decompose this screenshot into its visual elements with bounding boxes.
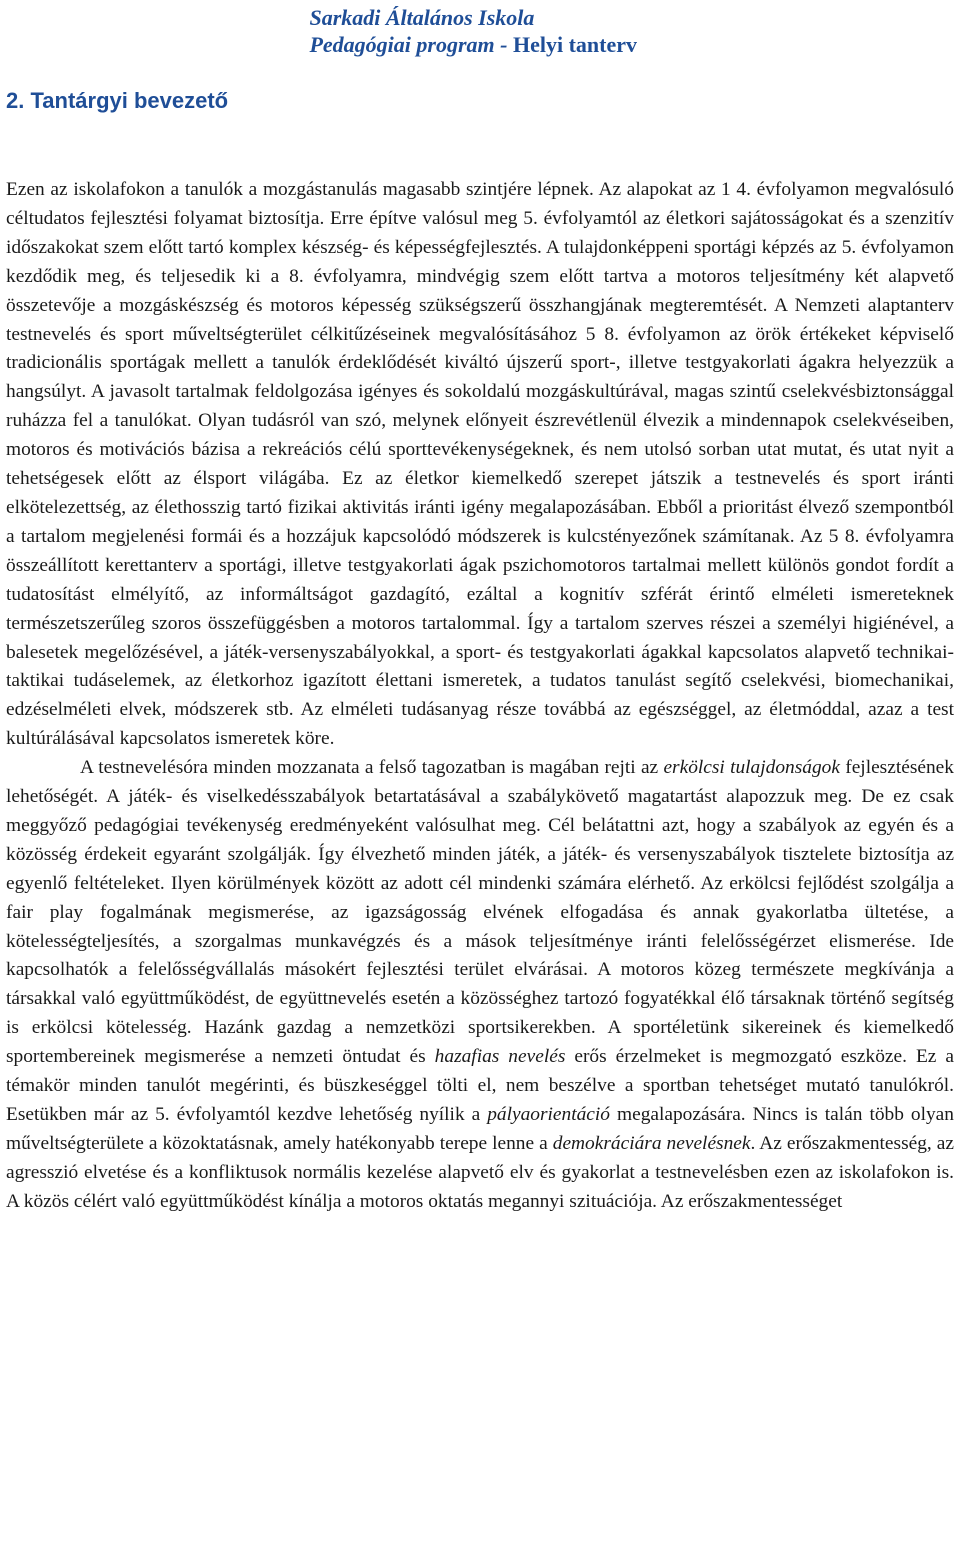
program-prefix: Pedagógiai program - xyxy=(309,32,513,57)
chapter-title: 2. Tantárgyi bevezető xyxy=(6,88,229,113)
school-name: Sarkadi Általános Iskola xyxy=(309,5,535,30)
paragraph-2 xyxy=(6,754,954,1217)
text-segment: . Az erőszakmentesség, az agresszió elvetése és a konfliktusok normális kezelése alapvető elv és gyakorlat a testnevelésben ezen az iskolafokon is. A közös célért való együttműködést kínálja a motoros oktatás megannyi szituációja. Az erőszakmentességet xyxy=(6,1132,954,1212)
body-text xyxy=(6,176,954,1217)
emphasized-text: pályaorientáció xyxy=(487,1104,611,1125)
text-segment: megalapozására. Nincs is talán több olyan műveltségterülete a közoktatásnak, amely hatékonyabb terepe lenne a xyxy=(6,1104,954,1154)
emphasized-text: demokráciára nevelésnek xyxy=(552,1132,751,1154)
document-header xyxy=(309,4,637,58)
program-title xyxy=(309,31,637,58)
text-segment: fejlesztésének lehetőségét. A játék- és viselkedésszabályok betartatásával a szabálykövető magatartást alapozzuk meg. De ez csak meggyőző pedagógiai tevékenység eredményeként valósulhat meg. Cél belátattni azt, hogy a szabályok az egyén és a közösség érdekeit egyaránt szolgálják. Így élvezhető minden játék, a játék- és versenyszabályok tisztelete biztosítja az egyenlő feltételeket. Ilyen körülmények között az adott cél mindenki számára elérhető. Az erkölcsi fejlődést szolgálja a fair play fogalmának megismerése, az igazságosság elvének elfogadása és annak gyakorlatba ültetése, a kötelességteljesítés, a szorgalmas munkavégzés és a mások teljesítménye iránti felelősségérzet elismerése. Ide kapcsolhatók a felelősségvállalás másokért fejlesztési terület elvárásai. A motoros közeg természete megkívánja a társakkal való együttműködést, de együttnevelés esetén a közösséghez tartozó fogyatékkal élő társaknak történő segítség is erkölcsi kötelesség. Hazánk gazdag a nemzetközi sportsikerekben. A sportéletünk sikereinek és kiemelkedő sportembereinek megismerése a nemzeti öntudat és xyxy=(6,757,954,1068)
text-segment: A testnevelésóra minden mozzanata a felső tagozatban is magában rejti az xyxy=(80,757,664,779)
text-segment: Ezen az iskolafokon a tanulók a mozgástanulás magasabb szintjére lépnek. Az alapokat az 1 4. évfolyamon megvalósuló céltudatos fejlesztési folyamat biztosítja. Erre építve valósul meg 5. évfolyamtól az életkori sajátosságokat és a szenzitív időszakokat szem előtt tartó komplex készség- és képességfejlesztés. A tulajdonképpeni sportági képzés az 5. évfolyamon kezdődik meg, és teljesedik ki a 8. évfolyamra, mindvégig szem előtt tartva a motoros teljesítmény két alapvető összetevője a mozgáskészség és motoros képesség szükségszerű összhangjának megteremtését. A Nemzeti alaptanterv testnevelés és sport műveltségterület célkitűzéseinek megvalósításához 5 8. évfolyamon az örök értékeket képviselő tradicionális sportágak mellett a tanulók érdeklődését kiváltó újszerű sport-, illetve testgyakorlati ágakra helyezzük a hangsúlyt. A javasolt tartalmak feldolgozása igényes és sokoldalú mozgáskultúrával, magas szintű cselekvésbiztonsággal ruházza fel a tanulókat. Olyan tudásról van szó, melynek előnyeit észrevétlenül élvezik a mindennapok cselekvéseiben, motoros és motivációs bázisa a rekreációs célú sporttevékenységeknek, és nem utolsó sorban utat mutat, és utat nyit a tehetségesek előtt az élsport világába. Ez az életkor kiemelkedő szerepet játszik a testnevelés és sport iránti elkötelezettség, az élethosszig tartó fizikai aktivitás iránti igény megalapozásában. Ebből a prioritást élvező szempontból a tartalom megjelenési formái és a hozzájuk kapcsolódó módszerek is kulcstényezőnek számítanak. Az 5 8. évfolyamra összeállított kerettanterv a sportági, illetve testgyakorlati ágak pszichomotoros tartalmai mellett különös gondot fordít a tudatosítást elmélyítő, az informáltságot gazdagító, ezáltal a kognitív szférát érintő elméleti ismereteknek természetszerűleg szoros összefüggésben a motoros tartalommal. Így a tartalom szerves részei a személyi higiénével, a balesetek megelőzésével, a játék-versenyszabályokkal, a sport- és testgyakorlati ágakkal kapcsolatos alapvető technikai-taktikai tudáselemek, az életkorhoz igazított élettani ismeretek, a tudatos tanulást segítő cselekvési, biomechanikai, edzéselméleti elvek, módszerek stb. Az elméleti tudásanyag része továbbá az egészséggel, az életmóddal, azaz a test kultúrálásával kapcsolatos ismeretek köre. xyxy=(6,179,954,750)
text-segment: erős érzelmeket is megmozgató eszköze. Ez a témakör minden tanulót megérinti, és büszkeséggel tölti el, nem beszélve a sportban tehetséget mutató tanulókról. Esetükben már az 5. évfolyamtól kezdve lehetőség nyílik a xyxy=(6,1046,954,1125)
emphasized-text: hazafias nevelés xyxy=(434,1046,566,1068)
paragraph-1 xyxy=(6,176,954,754)
emphasized-text: erkölcsi tulajdonságok xyxy=(663,757,840,779)
program-suffix: Helyi tanterv xyxy=(512,32,637,57)
